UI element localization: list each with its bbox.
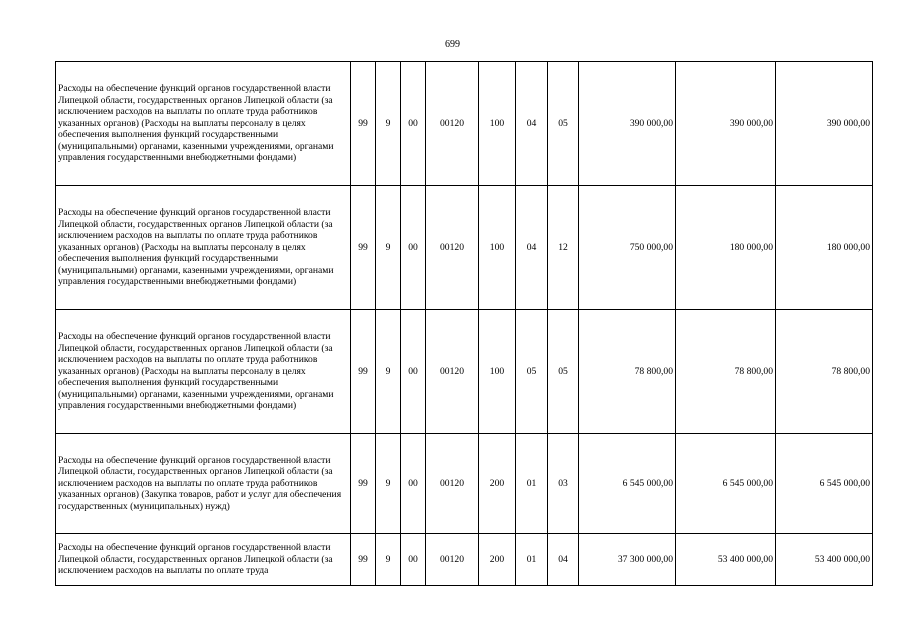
amount-year-3: 78 800,00 xyxy=(776,310,873,434)
table-row xyxy=(56,62,873,186)
amount-year-2: 78 800,00 xyxy=(676,310,776,434)
code-direction: 00120 xyxy=(426,434,479,534)
code-main-event: 00 xyxy=(401,310,426,434)
row-description: Расходы на обеспечение функций органов государственной власти Липецкой области, государственных органов Липецкой области (за исключением расходов на выплаты по оплате труда xyxy=(56,534,351,586)
row-description: Расходы на обеспечение функций органов государственной власти Липецкой области, государственных органов Липецкой области (за исключением расходов на выплаты по оплате труда работников указанных органов) (Расходы на выплаты персоналу в целях обеспечения выполнения функций государственными (муниципальными) органами, казенными учреждениями, органами управления государственными внебюджетными фондами) xyxy=(56,310,351,434)
code-expense-type: 100 xyxy=(479,310,516,434)
code-direction: 00120 xyxy=(426,62,479,186)
code-subprogram: 9 xyxy=(376,62,401,186)
code-section: 04 xyxy=(516,186,548,310)
row-description: Расходы на обеспечение функций органов государственной власти Липецкой области, государственных органов Липецкой области (за исключением расходов на выплаты по оплате труда работников указанных органов) (Расходы на выплаты персоналу в целях обеспечения выполнения функций государственными (муниципальными) органами, казенными учреждениями, органами управления государственными внебюджетными фондами) xyxy=(56,186,351,310)
amount-year-2: 390 000,00 xyxy=(676,62,776,186)
code-section: 01 xyxy=(516,534,548,586)
code-direction: 00120 xyxy=(426,186,479,310)
table-row xyxy=(56,534,873,586)
code-section: 04 xyxy=(516,62,548,186)
code-subsection: 03 xyxy=(548,434,579,534)
code-expense-type: 200 xyxy=(479,534,516,586)
code-program: 99 xyxy=(351,62,376,186)
amount-year-2: 6 545 000,00 xyxy=(676,434,776,534)
code-main-event: 00 xyxy=(401,186,426,310)
code-subsection: 12 xyxy=(548,186,579,310)
code-program: 99 xyxy=(351,186,376,310)
code-expense-type: 100 xyxy=(479,186,516,310)
code-section: 01 xyxy=(516,434,548,534)
amount-year-1: 6 545 000,00 xyxy=(579,434,676,534)
code-subprogram: 9 xyxy=(376,186,401,310)
budget-table xyxy=(55,61,873,586)
code-program: 99 xyxy=(351,434,376,534)
code-main-event: 00 xyxy=(401,434,426,534)
code-program: 99 xyxy=(351,310,376,434)
amount-year-2: 180 000,00 xyxy=(676,186,776,310)
code-subprogram: 9 xyxy=(376,534,401,586)
amount-year-3: 6 545 000,00 xyxy=(776,434,873,534)
amount-year-3: 390 000,00 xyxy=(776,62,873,186)
amount-year-3: 53 400 000,00 xyxy=(776,534,873,586)
code-section: 05 xyxy=(516,310,548,434)
code-subsection: 04 xyxy=(548,534,579,586)
code-subprogram: 9 xyxy=(376,434,401,534)
amount-year-1: 390 000,00 xyxy=(579,62,676,186)
page-number: 699 xyxy=(445,39,460,50)
code-direction: 00120 xyxy=(426,534,479,586)
amount-year-3: 180 000,00 xyxy=(776,186,873,310)
code-expense-type: 100 xyxy=(479,62,516,186)
amount-year-1: 78 800,00 xyxy=(579,310,676,434)
code-expense-type: 200 xyxy=(479,434,516,534)
code-program: 99 xyxy=(351,534,376,586)
code-main-event: 00 xyxy=(401,534,426,586)
code-subprogram: 9 xyxy=(376,310,401,434)
table-row xyxy=(56,434,873,534)
code-main-event: 00 xyxy=(401,62,426,186)
amount-year-1: 750 000,00 xyxy=(579,186,676,310)
code-subsection: 05 xyxy=(548,62,579,186)
row-description: Расходы на обеспечение функций органов государственной власти Липецкой области, государственных органов Липецкой области (за исключением расходов на выплаты по оплате труда работников указанных органов) (Закупка товаров, работ и услуг для обеспечения государственных (муниципальных) нужд) xyxy=(56,434,351,534)
code-subsection: 05 xyxy=(548,310,579,434)
table-row xyxy=(56,186,873,310)
amount-year-1: 37 300 000,00 xyxy=(579,534,676,586)
code-direction: 00120 xyxy=(426,310,479,434)
row-description: Расходы на обеспечение функций органов государственной власти Липецкой области, государственных органов Липецкой области (за исключением расходов на выплаты по оплате труда работников указанных органов) (Расходы на выплаты персоналу в целях обеспечения выполнения функций государственными (муниципальными) органами, казенными учреждениями, органами управления государственными внебюджетными фондами) xyxy=(56,62,351,186)
amount-year-2: 53 400 000,00 xyxy=(676,534,776,586)
table-row xyxy=(56,310,873,434)
